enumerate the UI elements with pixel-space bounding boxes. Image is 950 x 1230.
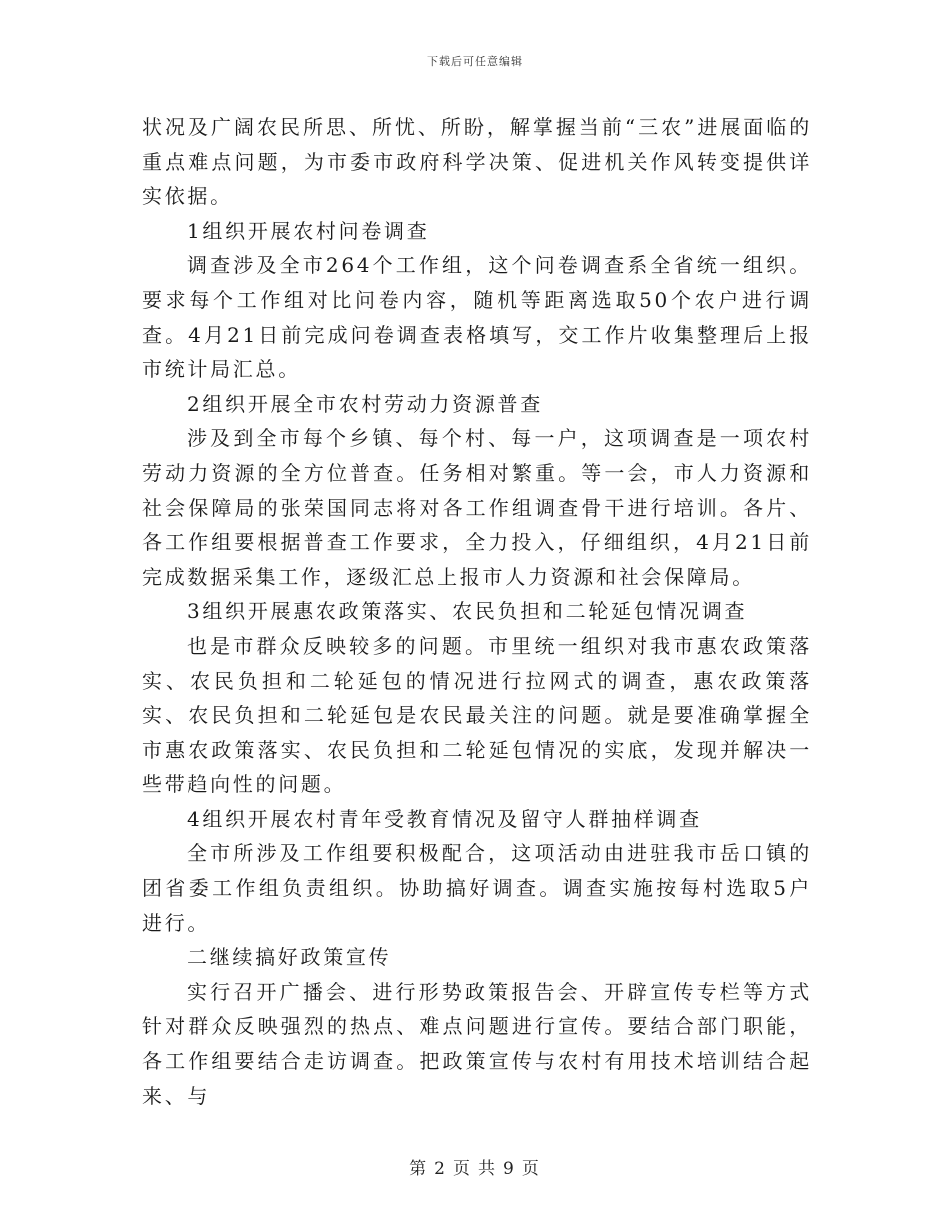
heading-3: 3组织开展惠农政策落实、农民负担和二轮延包情况调查 [187, 599, 748, 624]
paragraph-1: 状况及广阔农民所思、所忧、所盼，解掌握当前“三农”进展面临的重点难点问题，为市委市政府科学决策、促进机关作风转变提供详实依据。 [142, 115, 812, 209]
paragraph-4: 也是市群众反映较多的问题。市里统一组织对我市惠农政策落实、农民负担和二轮延包的情况进行拉网式的调查，惠农政策落实、农民负担和二轮延包是农民最关注的问题。就是要准确掌握全市惠农政策落实、农民负担和二轮延包情况的实底，发现并解决一些带趋向性的问题。 [142, 633, 812, 797]
heading-4: 4组织开展农村青年受教育情况及留守人群抽样调查 [187, 806, 702, 831]
heading-2: 2组织开展全市农村劳动力资源普查 [187, 391, 543, 416]
footer-ye: 页 [453, 1159, 472, 1179]
paragraph-6: 实行召开广播会、进行形势政策报告会、开辟宣传专栏等方式针对群众反映强烈的热点、难点问题进行宣传。要结合部门职能，各工作组要结合走访调查。把政策宣传与农村有用技术培训结合起来、与 [142, 979, 812, 1108]
footer-total-pages: 9 [503, 1159, 516, 1179]
header-note: 下载后可任意编辑 [427, 55, 523, 68]
page-footer [0, 1154, 950, 1179]
section-heading: 二继续搞好政策宣传 [187, 945, 392, 970]
footer-gong: 共 [478, 1159, 497, 1179]
footer-ye2: 页 [521, 1159, 541, 1179]
heading-1: 1组织开展农村问卷调查 [187, 218, 430, 243]
document-body [142, 110, 812, 1113]
paragraph-3: 涉及到全市每个乡镇、每个村、每一户，这项调查是一项农村劳动力资源的全方位普查。任务相对繁重。等一会，市人力资源和社会保障局的张荣国同志将对各工作组调查骨干进行培训。各片、各工作组要根据普查工作要求，全力投入，仔细组织，4月21日前完成数据采集工作，逐级汇总上报市人力资源和社会保障局。 [142, 426, 812, 589]
paragraph-5: 全市所涉及工作组要积极配合，这项活动由进驻我市岳口镇的团省委工作组负责组织。协助搞好调查。调查实施按每村选取5户进行。 [142, 841, 812, 935]
paragraph-2: 调查涉及全市264个工作组，这个问卷调查系全省统一组织。要求每个工作组对比问卷内容，随机等距离选取50个农户进行调查。4月21日前完成问卷调查表格填写，交工作片收集整理后上报市统计局汇总。 [142, 253, 812, 382]
footer-page-number: 2 [434, 1159, 447, 1179]
footer-di: 第 [409, 1159, 429, 1179]
